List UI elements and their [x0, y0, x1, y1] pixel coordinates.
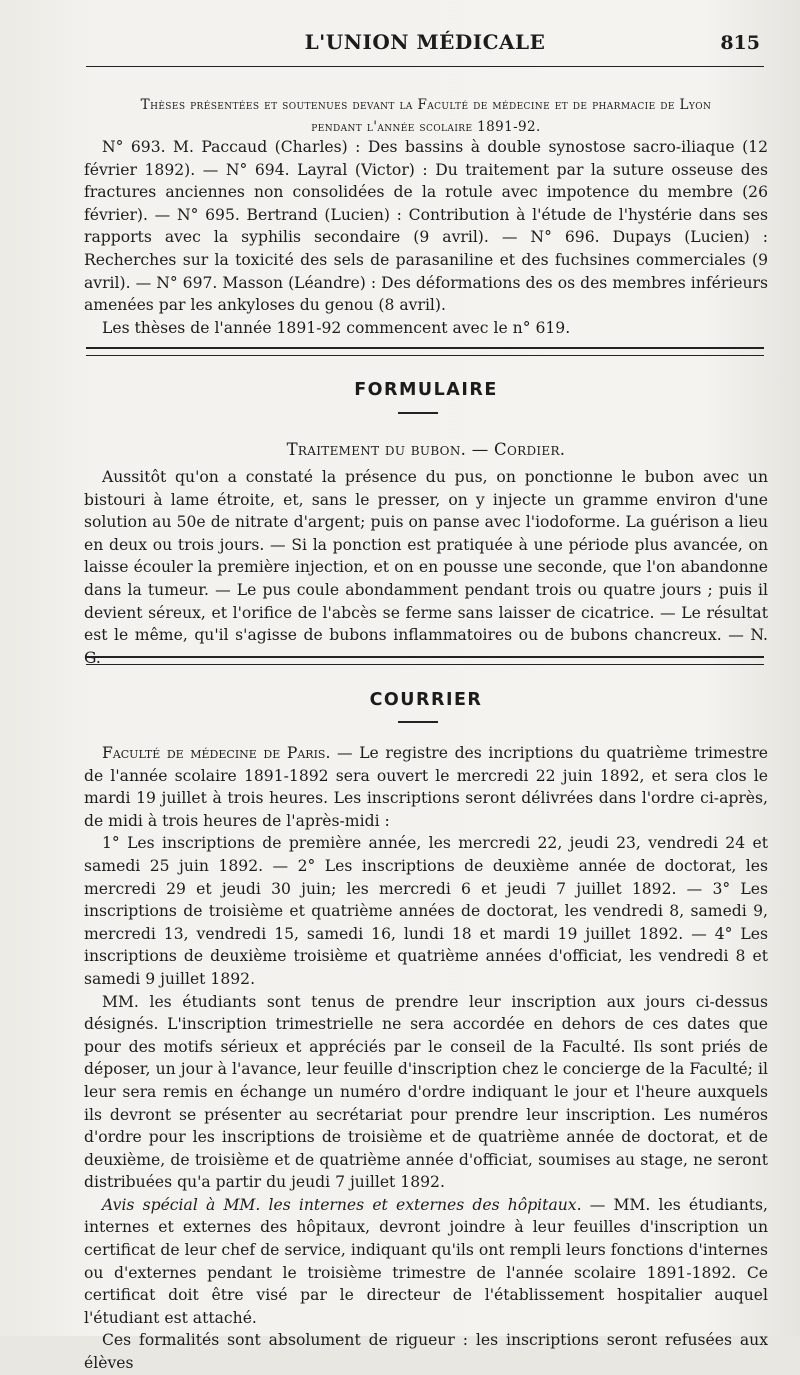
courrier-paragraph-4: [84, 1194, 768, 1330]
courrier-paragraph-1: [84, 742, 768, 832]
theses-heading-line-2: pendant l'année scolaire 1891-92.: [311, 119, 541, 135]
formulaire-section: [84, 466, 768, 669]
theses-heading: [84, 94, 768, 138]
theses-section: [84, 136, 768, 339]
title-underline: [398, 412, 438, 414]
header-rule: [86, 66, 764, 67]
faculty-text: — Le registre des incriptions du quatrième trimestre de l'année scolaire 1891-1892 sera ouvert le mercredi 22 juin 1892, et sera clos le mardi 19 juillet à trois heures. Les inscriptions seront délivrées dans l'ordre ci-après, de midi à trois heures de l'après-midi :: [84, 744, 769, 830]
courrier-section: [84, 742, 768, 1375]
notice-text: — MM. les étudiants, internes et externes des hôpitaux, devront joindre à leur feuilles d'inscription un certificat de leur chef de service, indiquant qu'ils ont rempli leurs fonctions d'internes ou d'externes pendant le troisième trimestre de l'année scolaire 1891-1892. Ce certificat doit être visé par le directeur de l'établissement hospitalier auquel l'étudiant est attaché.: [84, 1195, 768, 1327]
notice-lead: Avis spécial à MM. les internes et externes des hôpitaux.: [102, 1195, 582, 1214]
courrier-paragraph-2: 1° Les inscriptions de première année, les mercredi 22, jeudi 23, vendredi 24 et samedi 25 juin 1892. — 2° Les inscriptions de deuxième année de doctorat, les mercredi 29 et jeudi 30 juin; les mercredi 6 et jeudi 7 juillet 1892. — 3° Les inscriptions de troisième et quatrième années de doctorat, les vendredi 8, samedi 9, mercredi 13, vendredi 15, samedi 16, lundi 18 et mardi 19 juillet 1892. — 4° Les inscriptions de deuxième troisième et quatrième années d'officiat, les vendredi 8 et samedi 9 juillet 1892.: [84, 834, 768, 988]
theses-heading-line-1: Thèses présentées et soutenues devant la Faculté de médecine et de pharmacie de Lyon: [140, 97, 712, 113]
formulaire-subtitle: Traitement du bubon. — Cordier.: [286, 440, 566, 459]
journal-title: L'UNION MÉDICALE: [304, 30, 546, 54]
faculty-lead: Faculté de médecine de Paris.: [102, 744, 331, 762]
theses-note: Les thèses de l'année 1891-92 commencent avec le n° 619.: [102, 318, 571, 337]
courrier-title: COURRIER: [369, 690, 483, 710]
section-divider: [86, 347, 764, 356]
courrier-paragraph-3: MM. les étudiants sont tenus de prendre leur inscription aux jours ci-dessus désignés. L'inscription trimestrielle ne sera accordée en dehors de ces dates que pour des motifs sérieux et appréciés par le conseil de la Faculté. Ils sont priés de déposer, un jour à l'avance, leur feuille d'inscription chez le concierge de la Faculté; il leur sera remis en échange un numéro d'ordre indiquant le jour et l'heure auxquels ils devront se présenter au secrétariat pour prendre leur inscription. Les numéros d'ordre pour les inscriptions de troisième et de quatrième année de doctorat, et de deuxième, de troisième et de quatrième année d'officiat, soumises au stage, ne seront distribuées qu'a partir du jeudi 7 juillet 1892.: [84, 992, 768, 1192]
title-underline: [398, 721, 438, 723]
formulaire-title: FORMULAIRE: [354, 380, 498, 400]
formulaire-paragraph: Aussitôt qu'on a constaté la présence du pus, on ponctionne le bubon avec un bistouri à lame étroite, et, sans le presser, on y injecte un gramme environ d'une solution au 50e de nitrate d'argent; puis on panse avec l'iodoforme. La guérison a lieu en deux ou trois jours. — Si la ponction est pratiquée à une période plus avancée, on laisse écouler la première injection, et on en pousse une seconde, que l'on abandonne dans la tumeur. — Le pus coule abondamment pendant trois ou quatre jours ; puis il devient séreux, et l'orifice de l'abcès se ferme sans laisser de cicatrice. — Le résultat est le même, qu'il s'agisse de bubons inflammatoires ou de bubons chancreux. — N. G.: [84, 468, 768, 667]
section-divider: [86, 656, 764, 665]
page-number: 815: [720, 32, 760, 54]
theses-list: N° 693. M. Paccaud (Charles) : Des bassins à double synostose sacro-iliaque (12 février 1892). — N° 694. Layral (Victor) : Du traitement par la suture osseuse des fractures anciennes non consolidées de la rotule avec impotence du membre (26 février). — N° 695. Bertrand (Lucien) : Contribution à l'étude de l'hystérie dans ses rapports avec la syphilis secondaire (9 avril). — N° 696. Dupays (Lucien) : Recherches sur la toxicité des sels de parasaniline et des fuchsines commerciales (9 avril). — N° 697. Masson (Léandre) : Des déformations des os des membres inférieurs amenées par les ankyloses du genou (8 avril).: [84, 138, 768, 315]
courrier-paragraph-5: Ces formalités sont absolument de rigueur : les inscriptions seront refusées aux élèves: [84, 1331, 768, 1373]
running-head: [86, 30, 764, 60]
